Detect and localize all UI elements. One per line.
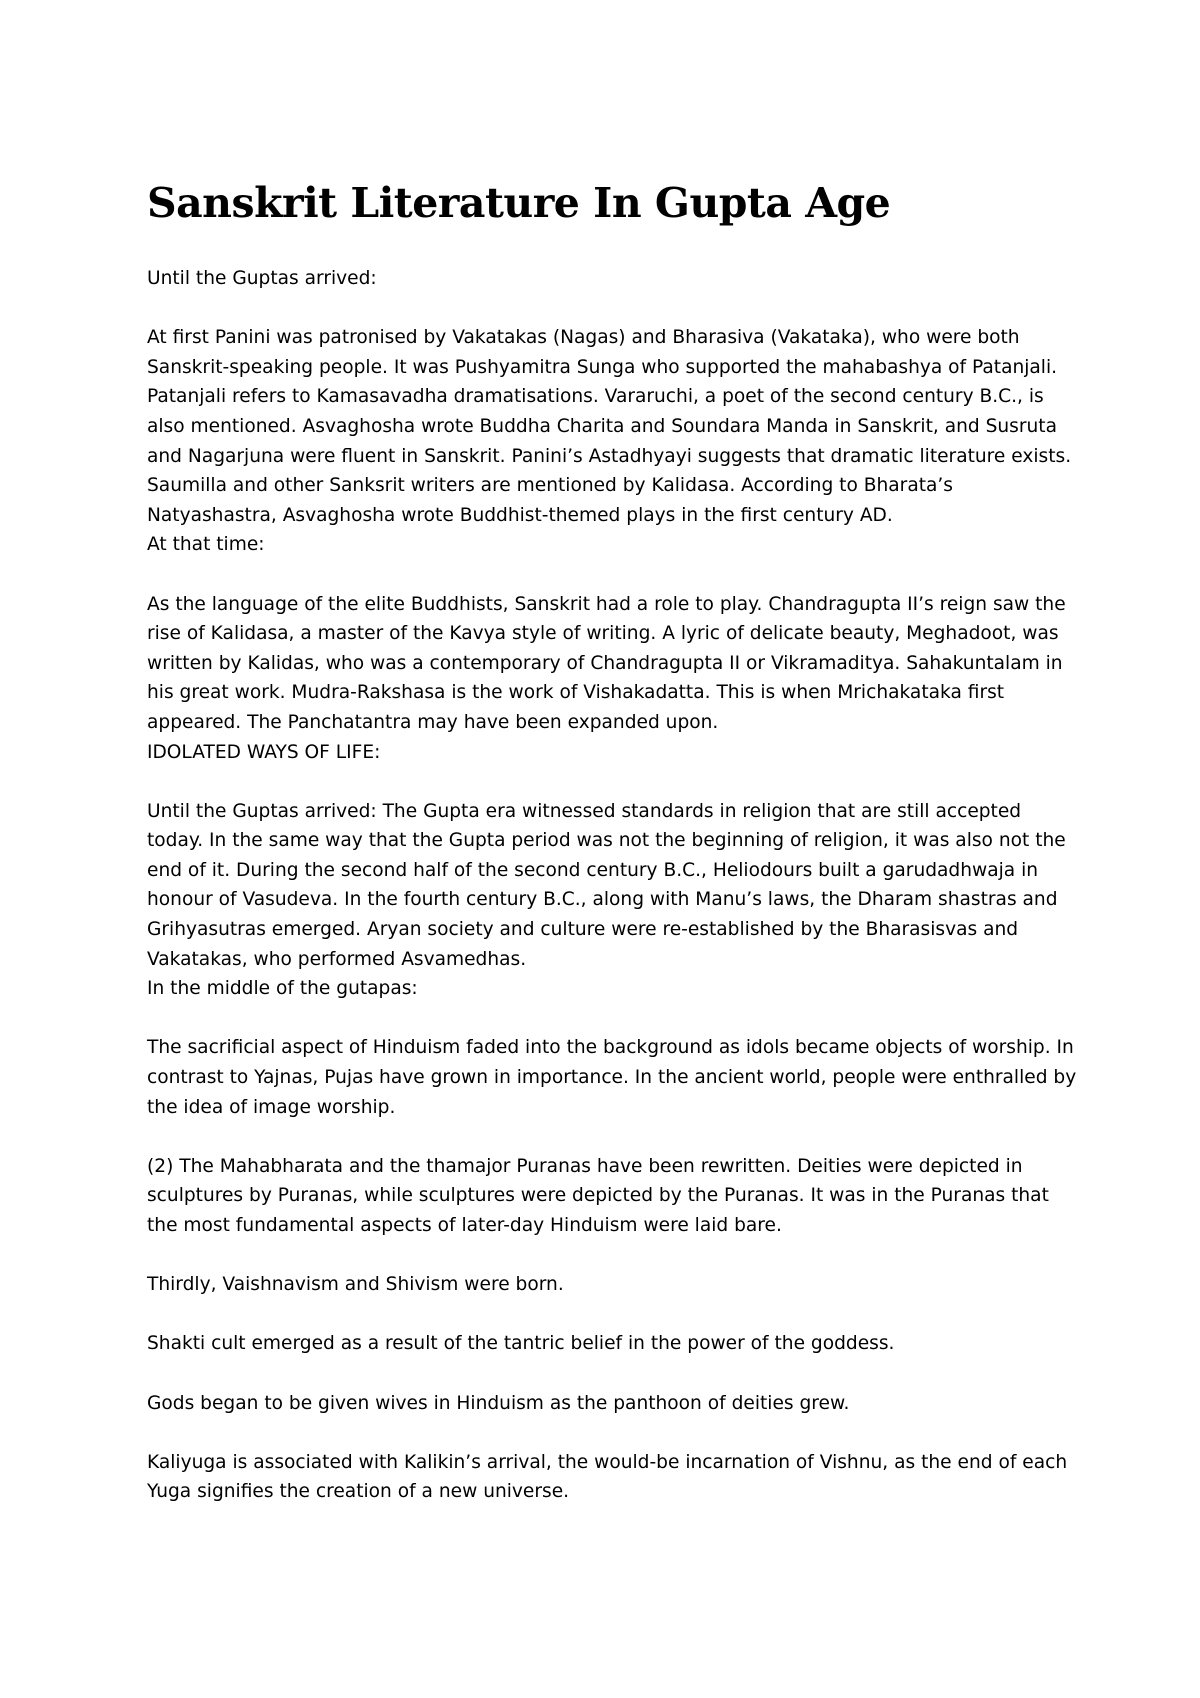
document-body (147, 168, 1083, 1507)
document-title: Sanskrit Literature In Gupta Age (147, 179, 891, 227)
heading-at-that-time: At that time: (147, 534, 265, 556)
heading-until-guptas: Until the Guptas arrived: (147, 268, 377, 289)
paragraph-sanskrit-role: As the language of the elite Buddhists, Sanskrit had a role to play. Chandragupta II’s reign saw the rise of Kalidasa, a master of the Kavya style of writing. A lyric of delicate beauty, Meghadoot, was written by Kalidas, who was a contemporary of Chandragupta II or Vikramaditya. Sahakuntalam in his great work. Mudra-Rakshasa is the work of Vishakadatta. This is when Mrichakataka first appeared. The Panchatantra may have been expanded upon. (147, 593, 1072, 733)
blank-line (147, 294, 1077, 324)
blank-line (147, 560, 1077, 590)
blank-line (147, 1241, 1077, 1271)
paragraph-vaishnavism: Thirdly, Vaishnavism and Shivism were born. (147, 1274, 564, 1296)
heading-middle-gutapas: In the middle of the gutapas: (147, 978, 418, 1000)
blank-line (147, 1359, 1077, 1389)
paragraph-sacrificial-aspect: The sacrificial aspect of Hinduism faded into the background as idols became objects of worship. In contrast to Yajnas, Pujas have grown in importance. In the ancient world, people were enthralled by the idea of image worship. (147, 1037, 1083, 1118)
paragraph-panini: At first Panini was patronised by Vakatakas (Nagas) and Bharasiva (Vakataka), who were both Sanskrit-speaking people. It was Pushyamitra Sunga who supported the mahabashya of Patanjali. Patanjali refers to Kamasavadha dramatisations. Vararuchi, a poet of the second century B.C., is also mentioned. Asvaghosha wrote Buddha Charita and Soundara Manda in Sanskrit, and Susruta and Nagarjuna were fluent in Sanskrit. Panini’s Astadhyayi suggests that dramatic literature exists. Saumilla and other Sanksrit writers are mentioned by Kalidasa. According to Bharata’s Natyashastra, Asvaghosha wrote Buddhist-themed plays in the first century AD. (147, 327, 1078, 526)
blank-line (147, 767, 1077, 797)
blank-line (147, 1122, 1077, 1152)
paragraph-mahabharata: (2) The Mahabharata and the thamajor Puranas have been rewritten. Deities were depicted in sculptures by Puranas, while sculptures were depicted by the Puranas. It was in the Puranas that the most fundamental aspects of later-day Hinduism were laid bare. (147, 1155, 1055, 1236)
blank-line (147, 1004, 1077, 1034)
paragraph-shakti-cult: Shakti cult emerged as a result of the tantric belief in the power of the goddess. (147, 1333, 895, 1355)
blank-line (147, 1300, 1077, 1330)
paragraph-kaliyuga: Kaliyuga is associated with Kalikin’s arrival, the would-be incarnation of Vishnu, as the end of each Yuga signifies the creation of a new universe. (147, 1451, 1074, 1503)
heading-idolated-ways: IDOLATED WAYS OF LIFE: (147, 741, 381, 763)
blank-line (147, 1418, 1077, 1448)
paragraph-gupta-religion: Until the Guptas arrived: The Gupta era witnessed standards in religion that are still accepted today. In the same way that the Gupta period was not the beginning of religion, it was also not the end of it. During the second half of the second century B.C., Heliodours built a garudadhwaja in honour of Vasudeva. In the fourth century B.C., along with Manu’s laws, the Dharam shastras and Grihyasutras emerged. Aryan society and culture were re-established by the Bharasisvas and Vakatakas, who performed Asvamedhas. (147, 800, 1072, 970)
paragraph-gods-wives: Gods began to be given wives in Hinduism as the panthoon of deities grew. (147, 1392, 850, 1414)
